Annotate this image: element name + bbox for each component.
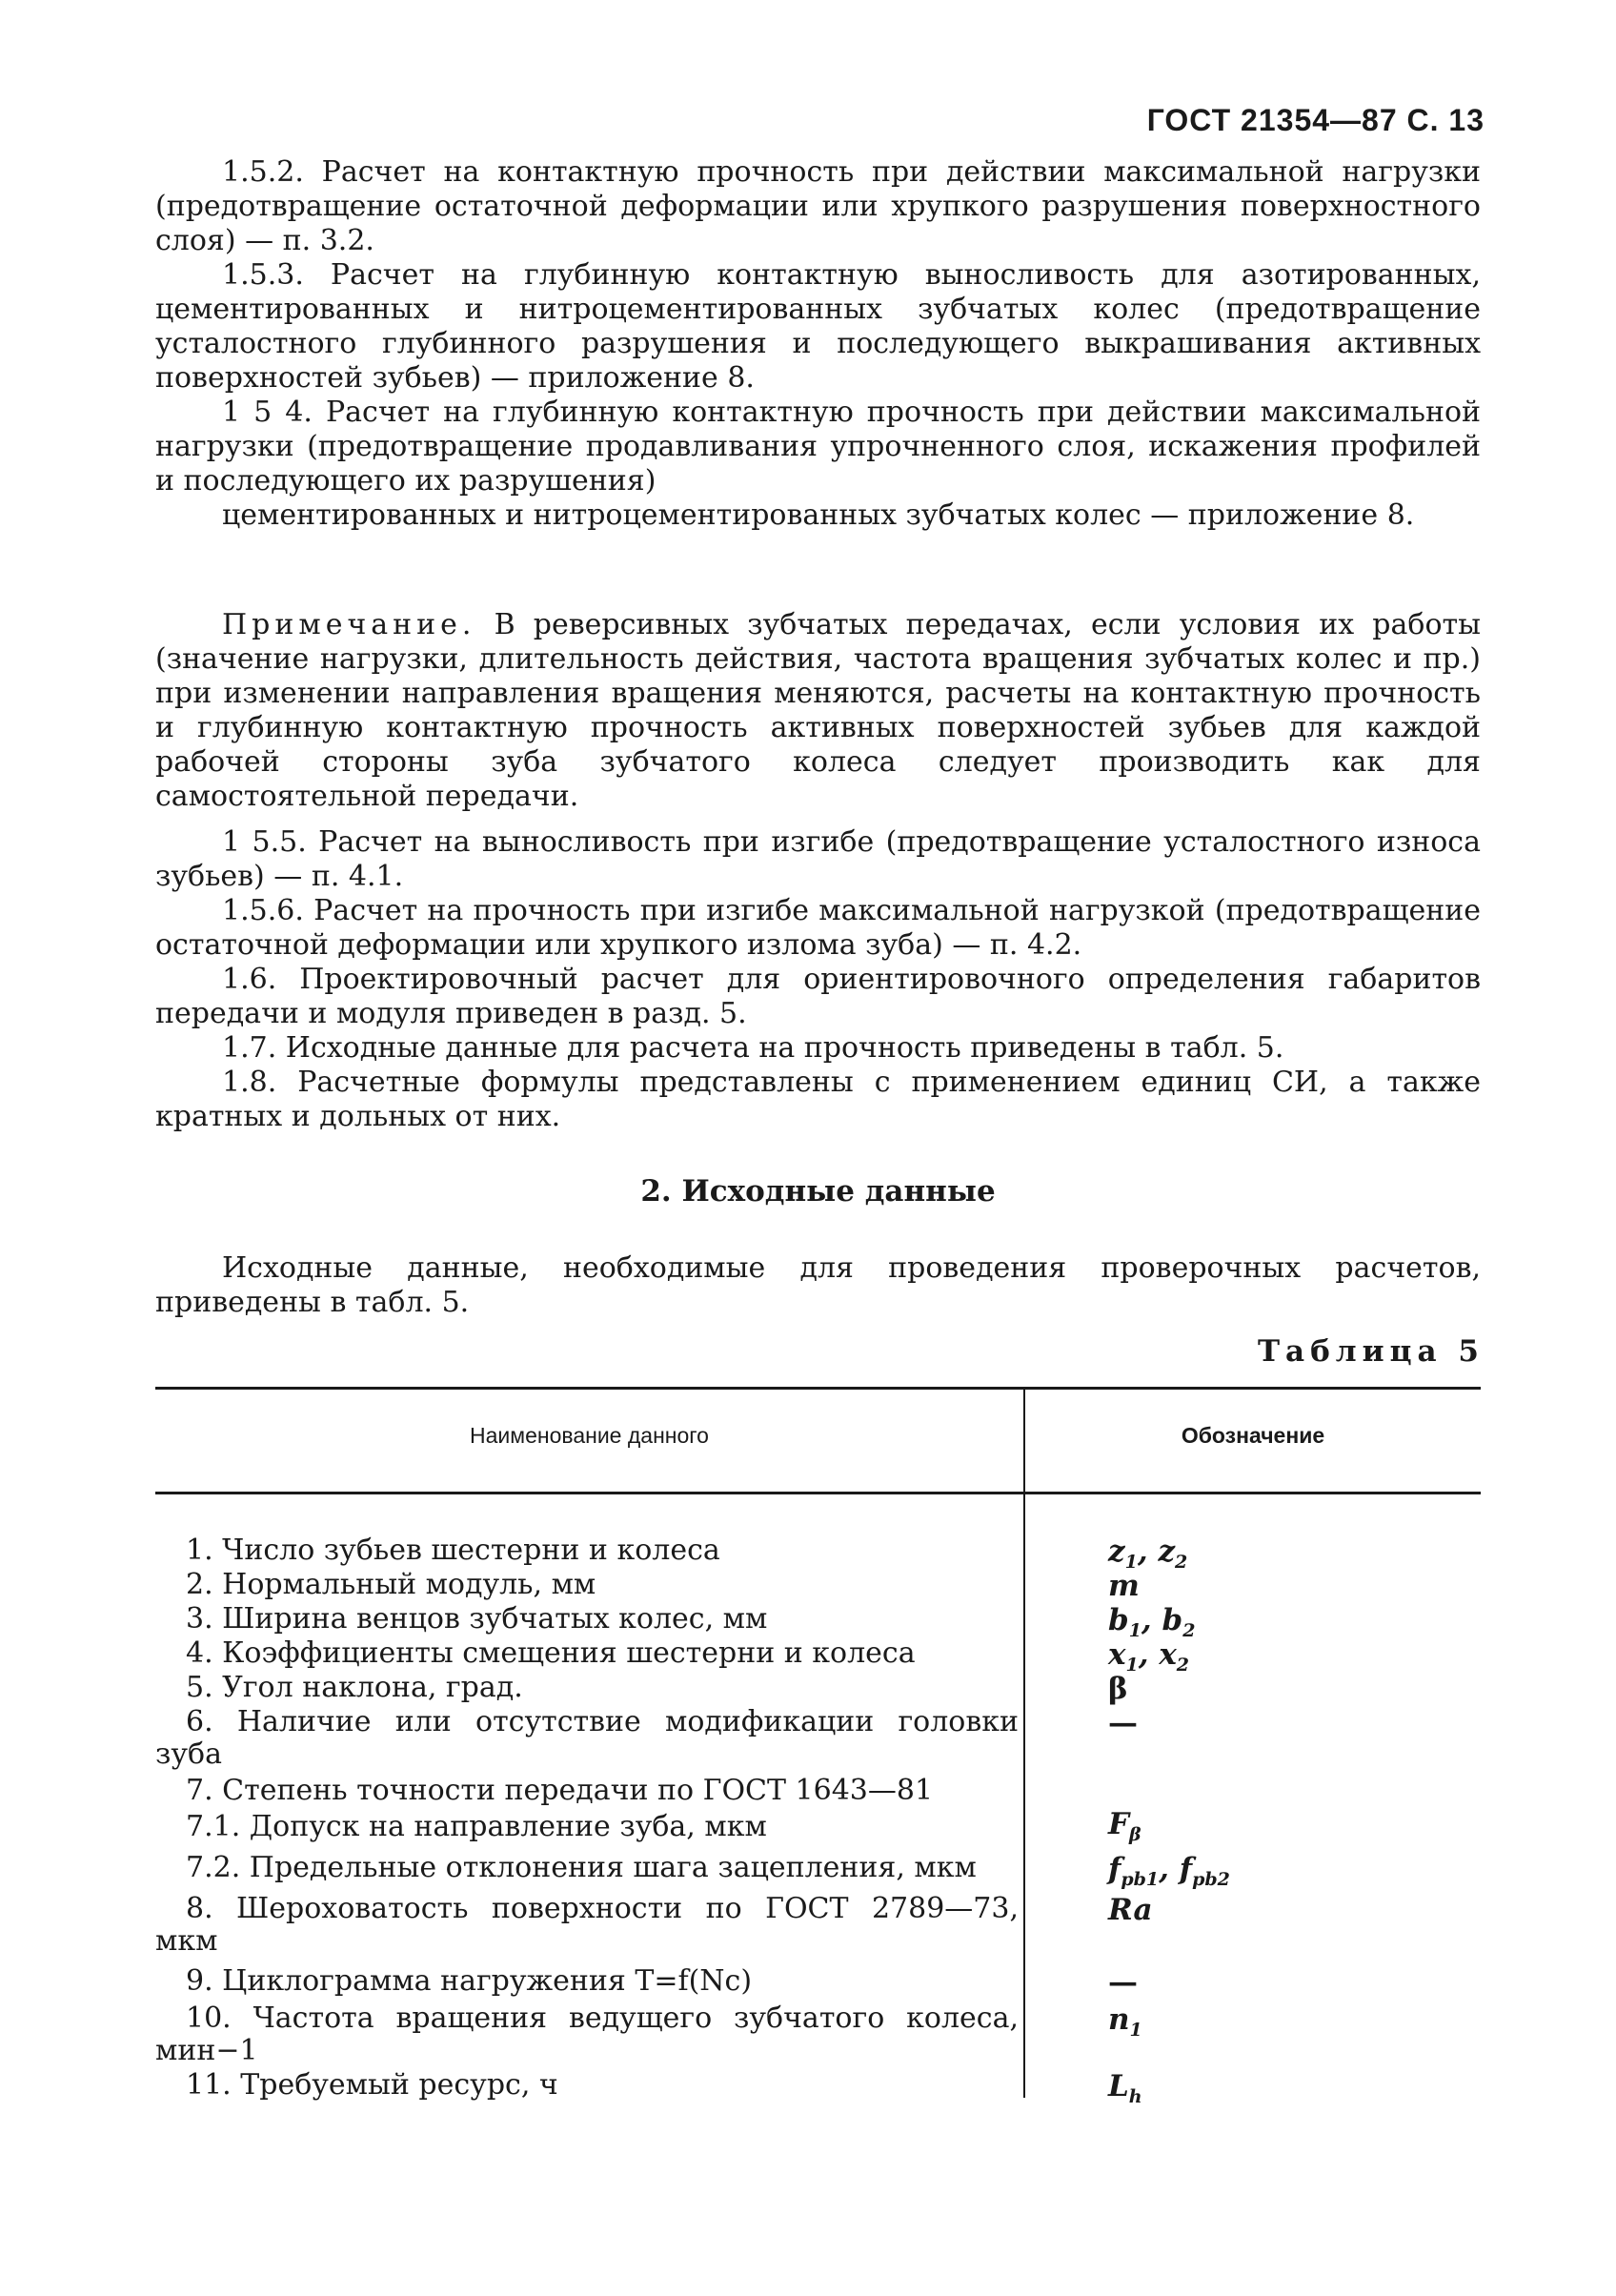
symbol-f-beta: $F_\beta$ — [1108, 1807, 1141, 1846]
table-row-name: 5. Угол наклона, град. — [186, 1671, 523, 1704]
section-intro: Исходные данные, необходимые для проведения проверочных расчетов, приведены в табл. 5. — [155, 1251, 1481, 1319]
table-row-name: 2. Нормальный модуль, мм — [186, 1568, 596, 1601]
symbol-fpb1-fpb2: $f_{pb1}$, $f_{pb2}$ — [1108, 1852, 1230, 1891]
note-label: Примечание. — [222, 608, 476, 641]
clause-1-6: 1.6. Проектировочный расчет для ориентировочного определения габаритов передачи и модуля приведен в разд. 5. — [155, 963, 1481, 1030]
clause-1-7: 1.7. Исходные данные для расчета на прочность приведены в табл. 5. — [222, 1031, 1284, 1065]
clause-1-5-3: 1.5.3. Расчет на глубинную контактную выносливость для азотированных, цементированных и нитроцементированных зубчатых колес (предотвращение усталостного глубинного разрушения и последующего выкрашивания активных поверхностей зубьев) — приложение 8. — [155, 258, 1481, 395]
section-intro-block — [155, 1251, 1481, 1320]
table-row-name: 1. Число зубьев шестерни и колеса — [186, 1534, 720, 1567]
table-row-name: 4. Коэффициенты смещения шестерни и колеса — [186, 1636, 916, 1670]
table-row-name: 7.1. Допуск на направление зуба, мкм — [186, 1810, 767, 1843]
table-row-name: 6. Наличие или отсутствие модификации головки зуба — [155, 1705, 1019, 1771]
table-header-rule — [155, 1492, 1481, 1494]
symbol-dash: — — [1108, 1706, 1138, 1740]
table-row-name: 7. Степень точности передачи по ГОСТ 1643—81 — [186, 1774, 934, 1807]
symbol-dash: — — [1108, 1965, 1138, 2000]
table-row-name: 8. Шероховатость поверхности по ГОСТ 2789—73, мкм — [155, 1892, 1019, 1958]
note-paragraph — [155, 608, 1481, 814]
clause-1-5-4-continuation: цементированных и нитроцементированных зубчатых колес — приложение 8. — [222, 498, 1415, 532]
table-column-divider — [1023, 1389, 1025, 2098]
section-title: 2. Исходные данные — [640, 1174, 996, 1209]
page-header: ГОСТ 21354—87 С. 13 — [1146, 103, 1485, 137]
table-row-name: 3. Ширина венцов зубчатых колес, мм — [186, 1602, 768, 1636]
clauses-block-2 — [155, 825, 1481, 1134]
symbol-x1-x2: $x_1$, $x_2$ — [1108, 1637, 1190, 1676]
symbol-n1: $n_1$ — [1108, 2002, 1142, 2042]
clause-1-8: 1.8. Расчетные формулы представлены с применением единиц СИ, а также кратных и дольных от них. — [155, 1066, 1481, 1133]
symbol-z1-z2: $z_1$, $z_2$ — [1108, 1534, 1188, 1574]
symbol-m: m — [1108, 1569, 1140, 1603]
table-row-name: 11. Требуемый ресурс, ч — [186, 2068, 558, 2102]
note-block — [155, 608, 1481, 814]
table-row-name: 7.2. Предельные отклонения шага зацепления, мкм — [186, 1851, 977, 1884]
symbol-beta: β — [1108, 1672, 1128, 1706]
clauses-block-1 — [155, 155, 1481, 533]
symbol-ra: Ra — [1108, 1893, 1153, 1927]
clause-1-5-6: 1.5.6. Расчет на прочность при изгибе максимальной нагрузкой (предотвращение остаточной деформации или хрупкого излома зуба) — п. 4.2. — [155, 894, 1481, 962]
symbol-lh: $L_h$ — [1108, 2069, 1142, 2108]
table-caption: Таблица 5 — [1257, 1334, 1485, 1369]
table-top-rule — [155, 1387, 1481, 1390]
table-row-name: 10. Частота вращения ведущего зубчатого колеса, мин−1 — [155, 2001, 1019, 2067]
clause-1-5-4: 1 5 4. Расчет на глубинную контактную прочность при действии максимальной нагрузки (предотвращение продавливания упрочненного слоя, искажения профилей и последующего их разрушения) — [155, 396, 1481, 498]
note-text: В реверсивных зубчатых передачах, если условия их работы (значение нагрузки, длительность действия, частота вращения зубчатых колес и пр.) при изменении направления вращения меняются, расчеты на контактную прочность и глубинную контактную прочность активных поверхностей зубьев для каждой рабочей стороны зуба зубчатого колеса следует производить как для самостоятельной передачи. — [155, 608, 1481, 813]
column-header-symbol: Обозначение — [1181, 1423, 1325, 1448]
column-header-name: Наименование данного — [470, 1423, 709, 1448]
clause-1-5-5: 1 5.5. Расчет на выносливость при изгибе (предотвращение усталостного износа зубьев) — п. 4.1. — [155, 825, 1481, 893]
table-row-name: 9. Циклограмма нагружения T=f(Nc) — [186, 1964, 753, 1998]
symbol-b1-b2: $b_1$, $b_2$ — [1108, 1603, 1196, 1642]
clause-1-5-2: 1.5.2. Расчет на контактную прочность при действии максимальной нагрузки (предотвращение остаточной деформации или хрупкого разрушения поверхностного слоя) — п. 3.2. — [155, 155, 1481, 257]
